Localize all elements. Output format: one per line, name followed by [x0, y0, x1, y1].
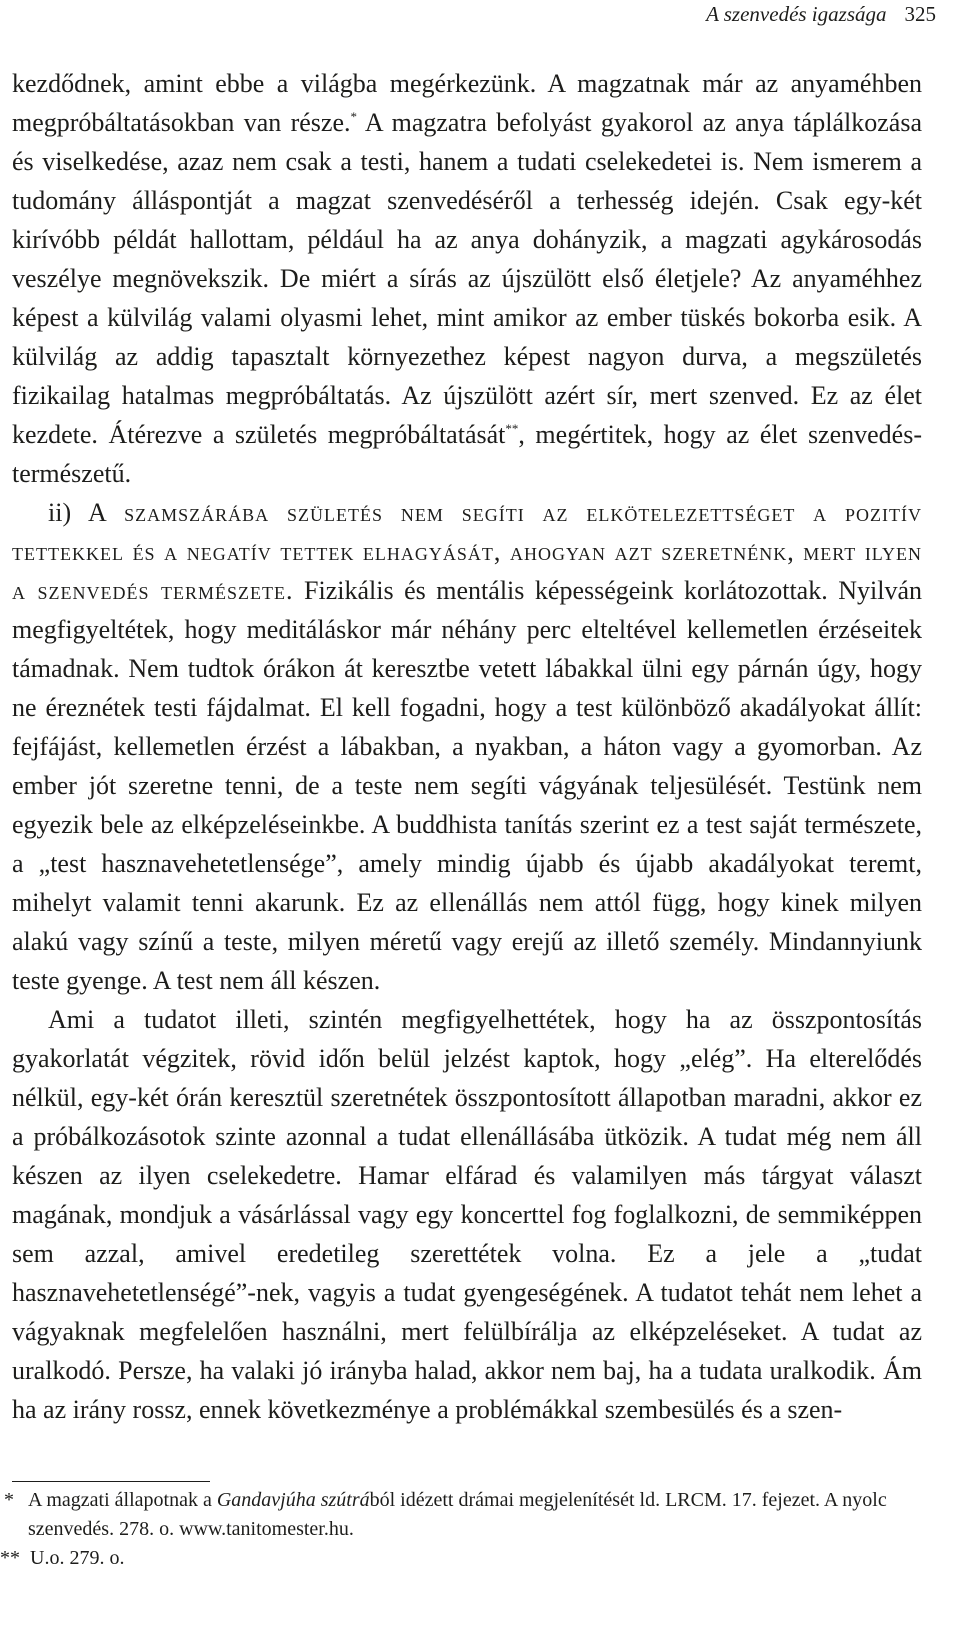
footnote-1-text-post: ból idézett drámai megjelenítését ld. LRCM. 17. fejezet. A nyolc szenvedés. 278. o. www.tanitomester.hu.	[28, 1489, 887, 1540]
page-number: 325	[904, 2, 936, 26]
footnote-1-title: Gandavjúha szútrá	[216, 1489, 370, 1511]
paragraph-2	[12, 493, 922, 1000]
footnote-ref-2: **	[505, 421, 519, 436]
running-title: A szenvedés igazsága	[706, 2, 887, 26]
paragraph-1-text-c: , megértitek, hogy az élet szenvedés-természetű.	[12, 420, 922, 488]
footnote-2-text: U.o. 279. o.	[30, 1547, 125, 1569]
paragraph-1-text-a: kezdődnek, amint ebbe a világba megérkezünk. A magzatnak már az anyaméhben megpróbáltatásokban van része.	[12, 69, 922, 137]
body-text	[12, 64, 922, 1429]
footnote-2-mark: **	[0, 1547, 20, 1569]
footnote-2	[0, 1544, 930, 1573]
paragraph-3: Ami a tudatot illeti, szintén megfigyelhettétek, hogy ha az összpontosítás gyakorlatát végzitek, rövid időn belül jelzést kaptok, hogy „elég”. Ha elterelődés nélkül, egy-két órán keresztül szeretnétek összpontosított állapotban maradni, akkor ez a próbálkozásotok szinte azonnal a tudat ellenállásába ütközik. A tudat még nem áll készen az ilyen cselekedetre. Hamar elfárad és valamilyen más tárgyat választ magának, mondjuk a vásárlással vagy egy koncerttel fog foglalkozni, de semmiképpen sem azzal, amivel eredetileg szerettétek volna. Ez a jele a „tudat hasznavehetetlenségé”-nek, vagyis a tudat gyengeségének. A tudatot tehát nem lehet a vágyaknak megfelelően használni, mert felülbírálja az elképzeléseket. A tudat az uralkodó. Persze, ha valaki jó irányba halad, akkor nem baj, ha a tudata uralkodik. Ám ha az irány rossz, ennek következménye a problémákkal szembesülés és a szen-	[12, 1005, 922, 1424]
section-number: ii)	[48, 498, 72, 527]
paragraph-1	[12, 64, 922, 493]
footnote-separator	[12, 1481, 210, 1482]
footnote-1	[0, 1486, 930, 1544]
footnote-ref-1: *	[350, 109, 358, 124]
section-heading: A szamszárába születés nem segíti az elkötelezettséget a pozitív tettekkel és a negatív tettek elhagyását, ahogyan azt szeretnénk, mert ilyen a szenvedés természete.	[12, 498, 923, 605]
paragraph-1-text-b: A magzatra befolyást gyakorol az anya táplálkozása és viselkedése, azaz nem csak a testi, hanem a tudati cselekedetei is. Nem ismerem a tudomány álláspontját a magzat szenvedéséről a terhesség idején. Csak egy-két kirívóbb példát hallottam, például ha az anya dohányzik, a magzati agykárosodás veszélye megnövekszik. De miért a sírás az újszülött első életjele? Az anyaméhhez képest a külvilág valami olyasmi lehet, mint amikor az ember tüskés bokorba esik. A külvilág az addig tapasztalt környezethez képest nagyon durva, a megszületés fizikailag hatalmas megpróbáltatás. Az újszülött azért sír, mert szenved. Ez az élet kezdete. Átérezve a születés megpróbáltatását	[12, 108, 922, 449]
paragraph-2-text: Fizikális és mentális képességeink korlátozottak. Nyilván megfigyeltétek, hogy meditáláskor már néhány perc elteltével kellemetlen érzéseitek támadnak. Nem tudtok órákon át keresztbe vetett lábakkal ülni egy párnán úgy, hogy ne éreznétek testi fájdalmat. El kell fogadni, hogy a test különböző akadályokat állít: fejfájást, kellemetlen érzést a lábakban, a nyakban, a háton vagy a gyomorban. Az ember jót szeretne tenni, de a teste nem segíti vágyának teljesülését. Testünk nem egyezik bele az elképzeléseinkbe. A buddhista tanítás szerint ez a test saját természete, a „test hasznavehetetlensége”, amely mindig újabb és újabb akadályokat teremt, mihelyt valamit tenni akarunk. Ez az ellenállás nem attól függ, hogy kinek milyen alakú vagy színű a teste, milyen méretű vagy erejű az illető személy. Mindannyiunk teste gyenge. A test nem áll készen.	[12, 576, 922, 995]
footnote-1-mark: *	[4, 1489, 14, 1511]
running-header	[706, 2, 936, 27]
footnotes	[0, 1486, 930, 1573]
footnote-1-text-pre: A magzati állapotnak a	[28, 1489, 217, 1511]
